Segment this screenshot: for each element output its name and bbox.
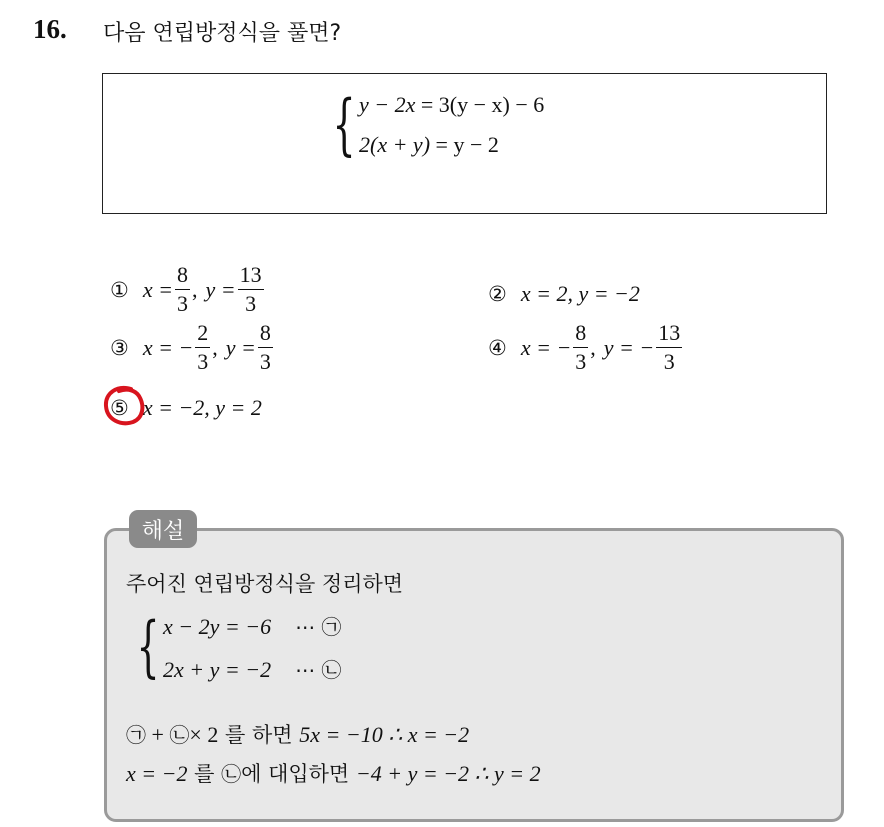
choice-2[interactable]: [488, 281, 640, 307]
question-number: 16.: [33, 14, 67, 44]
fraction: $\frac{13}{3}$: [658, 320, 681, 374]
question-prompt: 다음 연립방정식을 풀면?: [103, 21, 342, 46]
choice-number: ①: [110, 277, 129, 302]
choice-number: ⑤: [110, 396, 129, 420]
equation-system: [323, 86, 545, 163]
solution-equation-2: 2x + y = −2 ⋯ ㉡: [163, 657, 342, 682]
brace-icon: {: [332, 86, 356, 163]
solution-step-1: ㉠ + ㉡× 2 를 하면 5x = −10 ∴ x = −2: [126, 722, 470, 747]
fraction: $\frac{8}{3}$: [259, 320, 271, 374]
solution-tab-label: 해설: [129, 510, 197, 548]
fraction: $\frac{8}{3}$: [575, 320, 587, 374]
fraction: $\frac{13}{3}$: [239, 262, 262, 316]
separator: ,: [212, 334, 218, 360]
choice-1[interactable]: [110, 264, 266, 315]
brace-icon: {: [136, 608, 160, 685]
choice-x-label: x = −: [142, 334, 194, 360]
solution-equation-1: x − 2y = −6 ⋯ ㉠: [163, 614, 342, 639]
choice-number: ④: [488, 335, 507, 360]
fraction: $\frac{8}{3}$: [176, 262, 188, 316]
choice-3[interactable]: [110, 322, 275, 373]
choice-y-label: y =: [225, 334, 256, 360]
answer-circle-icon: [101, 384, 147, 428]
equation-box: [102, 73, 827, 214]
choice-x-label: x = −: [520, 334, 572, 360]
equation-1: y − 2x = 3(y − x) − 6: [359, 92, 545, 117]
choice-number: ③: [110, 335, 129, 360]
fraction: $\frac{2}{3}$: [197, 320, 209, 374]
equation-2: 2(x + y) = y − 2: [359, 132, 499, 157]
separator: ,: [191, 276, 198, 302]
choice-y-label: y =: [205, 276, 236, 302]
solution-intro: 주어진 연립방정식을 정리하면: [126, 572, 404, 596]
choice-y-label: y = −: [603, 334, 655, 360]
choice-text: x = 2, y = −2: [520, 281, 640, 306]
solution-step-2: x = −2 를 ㉡에 대입하면 −4 + y = −2 ∴ y = 2: [126, 761, 541, 786]
solution-system: [127, 608, 342, 685]
choice-text: x = −2, y = 2: [142, 395, 262, 420]
separator: ,: [590, 334, 596, 360]
choice-number: ②: [488, 282, 507, 306]
choice-4[interactable]: [488, 322, 684, 373]
choice-x-label: x =: [142, 276, 173, 302]
